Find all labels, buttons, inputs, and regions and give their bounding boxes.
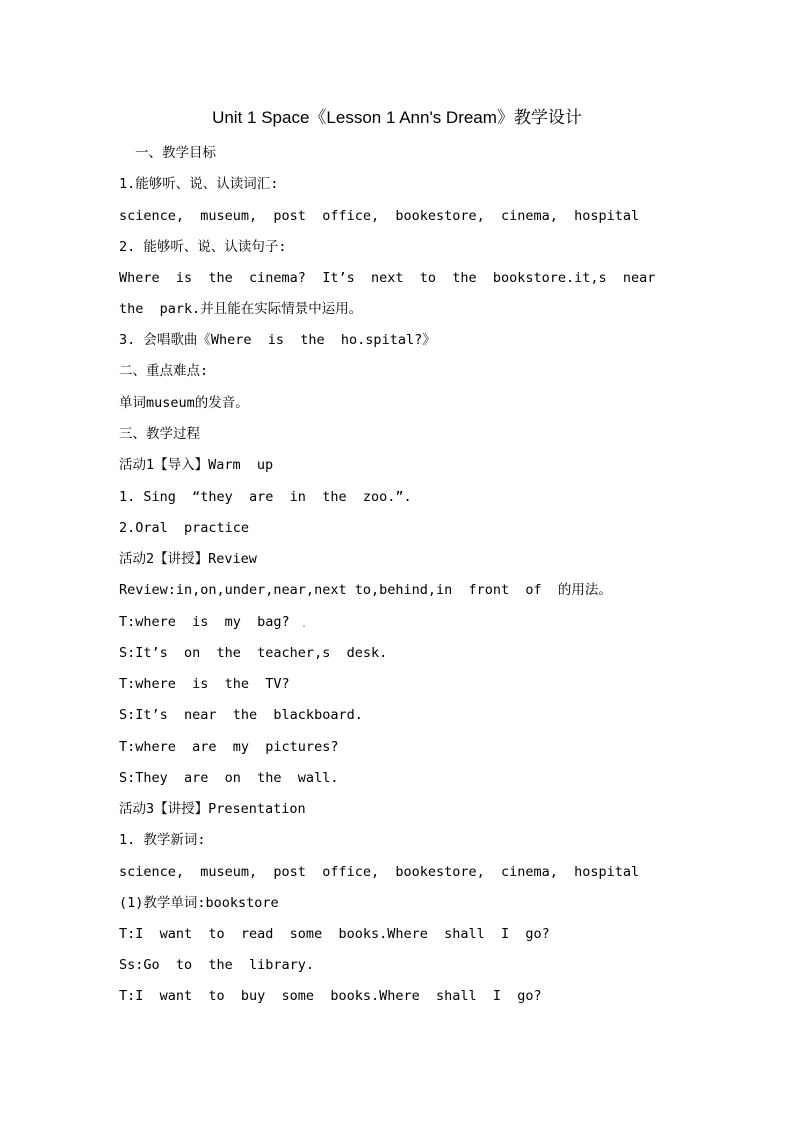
stray-mark xyxy=(303,625,305,627)
activity-3-heading: 活动3【讲授】Presentation xyxy=(119,801,306,817)
objective-item-3: 3. 会唱歌曲《Where is the ho.spital?》 xyxy=(119,332,436,348)
sentence-line-2: the park.并且能在实际情景中运用。 xyxy=(119,301,363,317)
vocabulary-line: science, museum, post office, bookestore, cinema, hospital xyxy=(119,208,640,224)
vocabulary-line: science, museum, post office, bookestore, cinema, hospital xyxy=(119,864,640,880)
new-words-heading: 1. 教学新词: xyxy=(119,832,206,848)
document-title: Unit 1 Space《Lesson 1 Ann's Dream》教学设计 xyxy=(212,108,582,127)
section-heading-key-points: 二、重点难点: xyxy=(119,363,209,379)
dialogue-line: T:where is the TV? xyxy=(119,676,290,692)
activity-1-step-1: 1. Sing “they are in the zoo.”. xyxy=(119,489,412,505)
dialogue-line: Ss:Go to the library. xyxy=(119,957,315,973)
word-teaching-heading: (1)教学单词:bookstore xyxy=(119,895,279,911)
dialogue-line: S:They are on the wall. xyxy=(119,770,339,786)
dialogue-line: S:It’s near the blackboard. xyxy=(119,707,363,723)
dialogue-line: T:I want to read some books.Where shall I go? xyxy=(119,926,550,942)
objective-item-1: 1.能够听、说、认读词汇: xyxy=(119,176,279,192)
dialogue-line: T:where is my bag? xyxy=(119,614,290,630)
activity-1-heading: 活动1【导入】Warm up xyxy=(119,457,274,473)
activity-1-step-2: 2.Oral practice xyxy=(119,520,250,536)
review-prepositions-line: Review:in,on,under,near,next to,behind,in front of 的用法。 xyxy=(119,582,612,598)
key-point-text: 单词museum的发音。 xyxy=(119,395,249,411)
dialogue-line: S:It’s on the teacher,s desk. xyxy=(119,645,388,661)
section-heading-process: 三、教学过程 xyxy=(119,426,200,442)
objective-item-2: 2. 能够听、说、认读句子: xyxy=(119,239,287,255)
section-heading-objectives: 一、教学目标 xyxy=(135,145,216,161)
activity-2-heading: 活动2【讲授】Review xyxy=(119,551,257,567)
dialogue-line: T:I want to buy some books.Where shall I go? xyxy=(119,988,542,1004)
dialogue-line: T:where are my pictures? xyxy=(119,739,339,755)
sentence-line-1: Where is the cinema? It’s next to the bookstore.it,s near xyxy=(119,270,656,286)
